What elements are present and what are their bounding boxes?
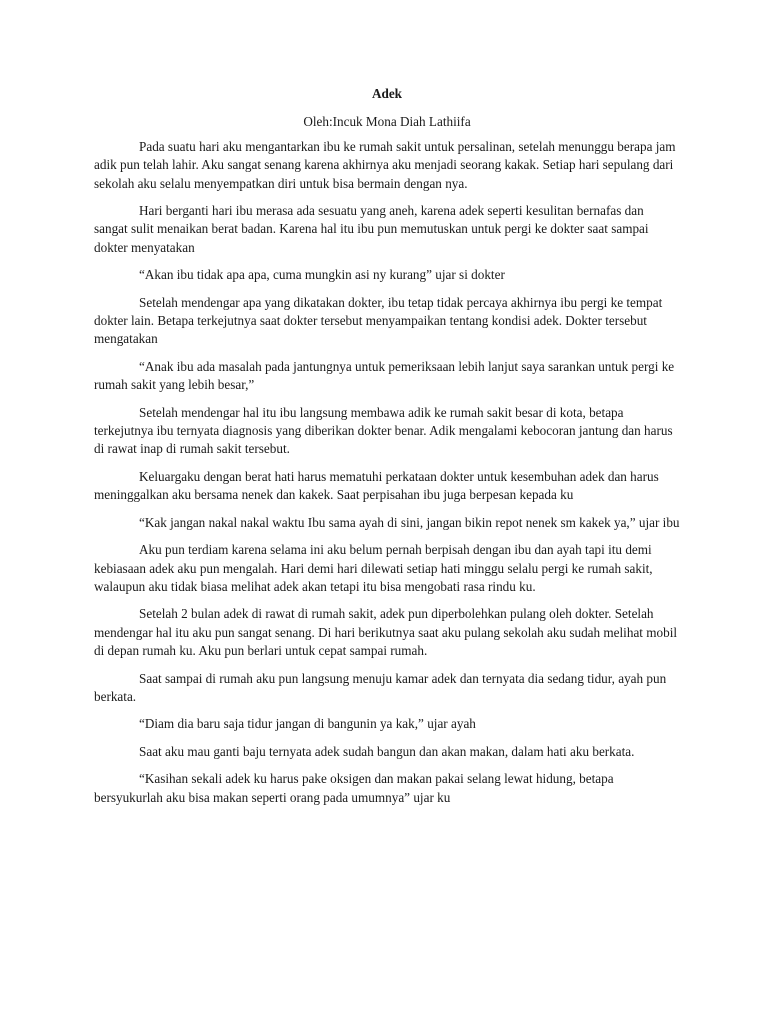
paragraph-10: Setelah 2 bulan adek di rawat di rumah sakit, adek pun diperbolehkan pulang oleh dokter. Setelah mendengar hal itu aku pun sangat senang. Di hari berikutnya saat aku pulang sekolah aku sudah melihat mobil di depan rumah ku. Aku pun berlari untuk cepat sampai rumah. (94, 606, 678, 659)
paragraph-12: “Diam dia baru saja tidur jangan di bangunin ya kak,” ujar ayah (139, 716, 476, 732)
document-author: Oleh:Incuk Mona Diah Lathiifa (303, 114, 471, 130)
paragraph-11: Saat sampai di rumah aku pun langsung menuju kamar adek dan ternyata dia sedang tidur, ayah pun berkata. (94, 670, 667, 704)
paragraph-6: Setelah mendengar hal itu ibu langsung membawa adik ke rumah sakit besar di kota, betapa terkejutnya ibu ternyata diagnosis yang diberikan dokter benar. Adik mengalami kebocoran jantung dan harus di rawat inap di rumah sakit tersebut. (94, 404, 673, 457)
paragraph-7: Keluargaku dengan berat hati harus mematuhi perkataan dokter untuk kesembuhan adek dan harus meninggalkan aku bersama nenek dan kakek. Saat perpisahan ibu juga berpesan kepada ku (94, 468, 659, 503)
paragraph-1: Pada suatu hari aku mengantarkan ibu ke rumah sakit untuk persalinan, setelah menunggu berapa jam adik pun telah lahir. Aku sangat senang karena akhirnya aku menjadi seorang kakak. Setiap hari sepulang dari sekolah aku selalu menyempatkan diri untuk bisa bermain dengan nya. (94, 138, 676, 191)
paragraph-3: “Akan ibu tidak apa apa, cuma mungkin asi ny kurang” ujar si dokter (139, 267, 505, 283)
paragraph-2: Hari berganti hari ibu merasa ada sesuatu yang aneh, karena adek seperti kesulitan bernafas dan sangat sulit menaikan berat badan. Karena hal itu ibu pun memutuskan untuk pergi ke dokter saat sampai dokter menyatakan (94, 203, 649, 255)
paragraph-5: “Anak ibu ada masalah pada jantungnya untuk pemeriksaan lebih lanjut saya sarankan untuk pergi ke rumah sakit yang lebih besar,” (94, 358, 675, 393)
document-title: Adek (371, 86, 403, 101)
paragraph-13: Saat aku mau ganti baju ternyata adek sudah bangun dan akan makan, dalam hati aku berkata. (139, 743, 635, 759)
paragraph-14: “Kasihan sekali adek ku harus pake oksigen dan makan pakai selang lewat hidung, betapa bersyukurlah aku bisa makan seperti orang pada umumnya” ujar ku (94, 771, 614, 805)
paragraph-8: “Kak jangan nakal nakal waktu Ibu sama ayah di sini, jangan bikin repot nenek sm kakek ya,” ujar ibu (139, 514, 680, 530)
document-content (94, 85, 680, 816)
paragraph-9: Aku pun terdiam karena selama ini aku belum pernah berpisah dengan ibu dan ayah tapi itu demi kebiasaan adek aku pun mengalah. Hari demi hari dilewati setiap hati minggu selalu pergi ke rumah sakit, walaupun aku tidak biasa melihat adek akan tetapi itu bisa mengobati rasa rindu ku. (94, 542, 653, 594)
paragraph-4: Setelah mendengar apa yang dikatakan dokter, ibu tetap tidak percaya akhirnya ibu pergi ke tempat dokter lain. Betapa terkejutnya saat dokter tersebut menyampaikan tentang kondisi adek. Dokter tersebut mengatakan (94, 294, 663, 347)
